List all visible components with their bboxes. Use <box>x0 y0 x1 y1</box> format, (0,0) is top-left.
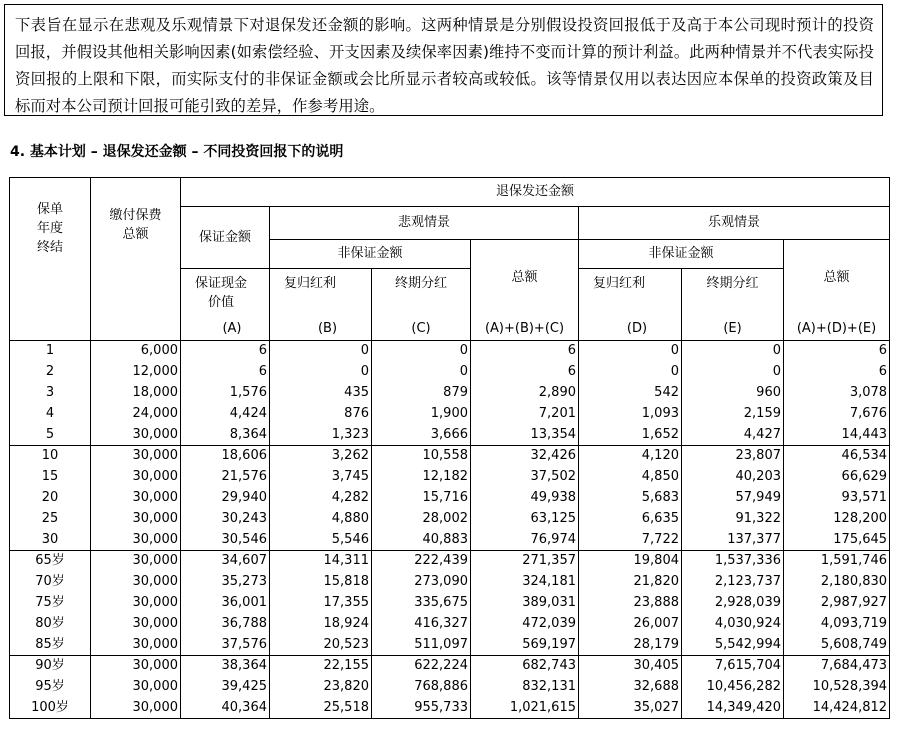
cell-guaranteed-cash-value: 35,273 <box>181 572 270 593</box>
cell-reversionary-bonus-pessimistic: 25,518 <box>270 698 372 719</box>
cell-reversionary-bonus-pessimistic: 4,880 <box>270 509 372 530</box>
cell-reversionary-bonus-pessimistic: 0 <box>270 341 372 362</box>
table-row <box>10 530 890 551</box>
cell-total-premium: 24,000 <box>91 404 181 425</box>
cell-reversionary-bonus-pessimistic: 1,323 <box>270 425 372 446</box>
cell-total-optimistic: 1,591,746 <box>784 551 890 572</box>
cell-total-optimistic: 2,180,830 <box>784 572 890 593</box>
cell-guaranteed-cash-value: 37,576 <box>181 635 270 656</box>
cell-total-optimistic: 4,093,719 <box>784 614 890 635</box>
cell-total-optimistic: 46,534 <box>784 446 890 467</box>
cell-terminal-dividend-pessimistic: 335,675 <box>372 593 471 614</box>
header-reversionary-bonus-optimistic: 复归红利 (D) <box>579 269 682 341</box>
header-policy-year: 保单 年度 终结 <box>10 178 91 341</box>
cell-total-premium: 30,000 <box>91 551 181 572</box>
intro-disclaimer-box <box>4 4 883 116</box>
table-row <box>10 488 890 509</box>
cell-total-premium: 30,000 <box>91 614 181 635</box>
cell-terminal-dividend-optimistic: 960 <box>682 383 784 404</box>
table-row <box>10 467 890 488</box>
cell-policy-year: 75岁 <box>10 593 91 614</box>
header-terminal-dividend-pessimistic: 终期分红 (C) <box>372 269 471 341</box>
cell-total-pessimistic: 324,181 <box>471 572 579 593</box>
cell-reversionary-bonus-pessimistic: 15,818 <box>270 572 372 593</box>
cell-total-premium: 30,000 <box>91 425 181 446</box>
cell-terminal-dividend-optimistic: 2,123,737 <box>682 572 784 593</box>
cell-reversionary-bonus-optimistic: 7,722 <box>579 530 682 551</box>
header-terminal-dividend-optimistic: 终期分红 (E) <box>682 269 784 341</box>
header-non-guaranteed-optimistic: 非保证金额 <box>579 240 784 269</box>
cell-total-pessimistic: 271,357 <box>471 551 579 572</box>
table-body <box>10 341 890 719</box>
cell-reversionary-bonus-optimistic: 35,027 <box>579 698 682 719</box>
table-row <box>10 425 890 446</box>
cell-terminal-dividend-pessimistic: 622,224 <box>372 656 471 677</box>
cell-total-premium: 30,000 <box>91 593 181 614</box>
cell-total-premium: 30,000 <box>91 530 181 551</box>
cell-terminal-dividend-optimistic: 14,349,420 <box>682 698 784 719</box>
cell-total-pessimistic: 32,426 <box>471 446 579 467</box>
table-row <box>10 362 890 383</box>
cell-terminal-dividend-optimistic: 0 <box>682 341 784 362</box>
cell-terminal-dividend-pessimistic: 768,886 <box>372 677 471 698</box>
cell-terminal-dividend-optimistic: 91,322 <box>682 509 784 530</box>
cell-terminal-dividend-pessimistic: 15,716 <box>372 488 471 509</box>
cell-total-optimistic: 7,676 <box>784 404 890 425</box>
cell-total-pessimistic: 2,890 <box>471 383 579 404</box>
cell-total-pessimistic: 1,021,615 <box>471 698 579 719</box>
cell-total-pessimistic: 63,125 <box>471 509 579 530</box>
cell-terminal-dividend-optimistic: 40,203 <box>682 467 784 488</box>
cell-total-premium: 30,000 <box>91 635 181 656</box>
cell-guaranteed-cash-value: 6 <box>181 341 270 362</box>
cell-total-optimistic: 66,629 <box>784 467 890 488</box>
cell-policy-year: 20 <box>10 488 91 509</box>
table-row <box>10 698 890 719</box>
cell-reversionary-bonus-pessimistic: 23,820 <box>270 677 372 698</box>
cell-reversionary-bonus-pessimistic: 435 <box>270 383 372 404</box>
cell-total-premium: 30,000 <box>91 488 181 509</box>
cell-terminal-dividend-pessimistic: 0 <box>372 362 471 383</box>
cell-total-pessimistic: 49,938 <box>471 488 579 509</box>
cell-reversionary-bonus-pessimistic: 3,262 <box>270 446 372 467</box>
cell-reversionary-bonus-optimistic: 30,405 <box>579 656 682 677</box>
cell-policy-year: 95岁 <box>10 677 91 698</box>
cell-reversionary-bonus-optimistic: 32,688 <box>579 677 682 698</box>
cell-reversionary-bonus-optimistic: 4,850 <box>579 467 682 488</box>
table-row <box>10 446 890 467</box>
cell-terminal-dividend-pessimistic: 222,439 <box>372 551 471 572</box>
table-row <box>10 383 890 404</box>
cell-reversionary-bonus-pessimistic: 5,546 <box>270 530 372 551</box>
cell-total-pessimistic: 37,502 <box>471 467 579 488</box>
cell-guaranteed-cash-value: 6 <box>181 362 270 383</box>
cell-policy-year: 100岁 <box>10 698 91 719</box>
cell-policy-year: 25 <box>10 509 91 530</box>
cell-total-optimistic: 175,645 <box>784 530 890 551</box>
cell-total-premium: 30,000 <box>91 467 181 488</box>
cell-terminal-dividend-pessimistic: 511,097 <box>372 635 471 656</box>
cell-total-optimistic: 2,987,927 <box>784 593 890 614</box>
cell-reversionary-bonus-optimistic: 19,804 <box>579 551 682 572</box>
cell-total-pessimistic: 6 <box>471 341 579 362</box>
cell-terminal-dividend-optimistic: 1,537,336 <box>682 551 784 572</box>
cell-terminal-dividend-pessimistic: 10,558 <box>372 446 471 467</box>
cell-reversionary-bonus-optimistic: 23,888 <box>579 593 682 614</box>
table-row <box>10 635 890 656</box>
table-row <box>10 656 890 677</box>
cell-guaranteed-cash-value: 36,788 <box>181 614 270 635</box>
cell-guaranteed-cash-value: 34,607 <box>181 551 270 572</box>
cell-policy-year: 70岁 <box>10 572 91 593</box>
table-row <box>10 593 890 614</box>
cell-total-pessimistic: 389,031 <box>471 593 579 614</box>
table-row <box>10 404 890 425</box>
cell-guaranteed-cash-value: 8,364 <box>181 425 270 446</box>
header-reversionary-bonus-pessimistic: 复归红利 (B) <box>270 269 372 341</box>
cell-terminal-dividend-optimistic: 7,615,704 <box>682 656 784 677</box>
cell-total-pessimistic: 76,974 <box>471 530 579 551</box>
section-title: 4. 基本计划 – 退保发还金额 – 不同投资回报下的说明 <box>10 144 344 160</box>
cell-reversionary-bonus-pessimistic: 18,924 <box>270 614 372 635</box>
header-total-pessimistic: 总额 (A)+(B)+(C) <box>471 240 579 341</box>
cell-terminal-dividend-pessimistic: 0 <box>372 341 471 362</box>
cell-reversionary-bonus-optimistic: 1,093 <box>579 404 682 425</box>
cell-policy-year: 2 <box>10 362 91 383</box>
cell-policy-year: 15 <box>10 467 91 488</box>
cell-terminal-dividend-optimistic: 23,807 <box>682 446 784 467</box>
cell-terminal-dividend-optimistic: 10,456,282 <box>682 677 784 698</box>
table-row <box>10 677 890 698</box>
header-guaranteed-amount: 保证金额 <box>181 207 270 269</box>
table-row <box>10 509 890 530</box>
cell-policy-year: 65岁 <box>10 551 91 572</box>
cell-total-optimistic: 7,684,473 <box>784 656 890 677</box>
cell-guaranteed-cash-value: 1,576 <box>181 383 270 404</box>
cell-policy-year: 85岁 <box>10 635 91 656</box>
cell-guaranteed-cash-value: 4,424 <box>181 404 270 425</box>
cell-reversionary-bonus-optimistic: 6,635 <box>579 509 682 530</box>
cell-total-optimistic: 14,424,812 <box>784 698 890 719</box>
cell-terminal-dividend-optimistic: 4,427 <box>682 425 784 446</box>
cell-terminal-dividend-optimistic: 4,030,924 <box>682 614 784 635</box>
cell-guaranteed-cash-value: 30,243 <box>181 509 270 530</box>
cell-reversionary-bonus-optimistic: 0 <box>579 341 682 362</box>
cell-total-optimistic: 128,200 <box>784 509 890 530</box>
cell-total-premium: 30,000 <box>91 509 181 530</box>
cell-reversionary-bonus-pessimistic: 3,745 <box>270 467 372 488</box>
cell-total-pessimistic: 6 <box>471 362 579 383</box>
cell-total-premium: 30,000 <box>91 677 181 698</box>
cell-reversionary-bonus-pessimistic: 4,282 <box>270 488 372 509</box>
cell-terminal-dividend-pessimistic: 12,182 <box>372 467 471 488</box>
cell-total-premium: 6,000 <box>91 341 181 362</box>
header-surrender-value: 退保发还金额 <box>181 178 890 207</box>
cell-guaranteed-cash-value: 40,364 <box>181 698 270 719</box>
table-row <box>10 614 890 635</box>
cell-policy-year: 90岁 <box>10 656 91 677</box>
cell-reversionary-bonus-pessimistic: 20,523 <box>270 635 372 656</box>
cell-reversionary-bonus-optimistic: 4,120 <box>579 446 682 467</box>
cell-terminal-dividend-optimistic: 2,159 <box>682 404 784 425</box>
header-non-guaranteed-pessimistic: 非保证金额 <box>270 240 471 269</box>
cell-terminal-dividend-optimistic: 137,377 <box>682 530 784 551</box>
cell-total-optimistic: 6 <box>784 341 890 362</box>
cell-policy-year: 5 <box>10 425 91 446</box>
cell-terminal-dividend-optimistic: 2,928,039 <box>682 593 784 614</box>
cell-terminal-dividend-pessimistic: 1,900 <box>372 404 471 425</box>
cell-total-premium: 12,000 <box>91 362 181 383</box>
cell-policy-year: 80岁 <box>10 614 91 635</box>
cell-reversionary-bonus-optimistic: 0 <box>579 362 682 383</box>
cell-total-optimistic: 93,571 <box>784 488 890 509</box>
cell-total-optimistic: 6 <box>784 362 890 383</box>
cell-guaranteed-cash-value: 39,425 <box>181 677 270 698</box>
cell-reversionary-bonus-optimistic: 21,820 <box>579 572 682 593</box>
cell-reversionary-bonus-optimistic: 28,179 <box>579 635 682 656</box>
header-pessimistic-scenario: 悲观情景 <box>270 207 579 240</box>
cell-policy-year: 1 <box>10 341 91 362</box>
cell-terminal-dividend-pessimistic: 273,090 <box>372 572 471 593</box>
cell-total-optimistic: 5,608,749 <box>784 635 890 656</box>
cell-total-premium: 18,000 <box>91 383 181 404</box>
cell-reversionary-bonus-pessimistic: 17,355 <box>270 593 372 614</box>
cell-terminal-dividend-optimistic: 5,542,994 <box>682 635 784 656</box>
cell-reversionary-bonus-optimistic: 5,683 <box>579 488 682 509</box>
cell-guaranteed-cash-value: 30,546 <box>181 530 270 551</box>
cell-policy-year: 4 <box>10 404 91 425</box>
cell-terminal-dividend-optimistic: 0 <box>682 362 784 383</box>
cell-guaranteed-cash-value: 36,001 <box>181 593 270 614</box>
cell-terminal-dividend-pessimistic: 955,733 <box>372 698 471 719</box>
cell-terminal-dividend-optimistic: 57,949 <box>682 488 784 509</box>
header-total-premium: 缴付保费 总额 <box>91 178 181 341</box>
cell-total-pessimistic: 569,197 <box>471 635 579 656</box>
intro-text: 下表旨在显示在悲观及乐观情景下对退保发还金额的影响。这两种情景是分别假设投资回报低于及高于本公司现时预计的投资回报，并假设其他相关影响因素(如索偿经验、开支因素及续保率因素)维持不变而计算的预计利益。此两种情景并不代表实际投资回报的上限和下限，而实际支付的非保证金额或会比所显示者较高或较低。该等情景仅用以表达因应本保单的投资政策及目标而对本公司预计回报可能引致的差异，作参考用途。 <box>15 16 874 115</box>
cell-total-optimistic: 10,528,394 <box>784 677 890 698</box>
cell-reversionary-bonus-pessimistic: 0 <box>270 362 372 383</box>
cell-guaranteed-cash-value: 21,576 <box>181 467 270 488</box>
cell-total-pessimistic: 682,743 <box>471 656 579 677</box>
cell-guaranteed-cash-value: 18,606 <box>181 446 270 467</box>
cell-policy-year: 3 <box>10 383 91 404</box>
table-row <box>10 551 890 572</box>
header-optimistic-scenario: 乐观情景 <box>579 207 890 240</box>
cell-total-pessimistic: 832,131 <box>471 677 579 698</box>
cell-total-premium: 30,000 <box>91 698 181 719</box>
cell-total-premium: 30,000 <box>91 446 181 467</box>
cell-reversionary-bonus-pessimistic: 22,155 <box>270 656 372 677</box>
cell-total-pessimistic: 472,039 <box>471 614 579 635</box>
cell-total-premium: 30,000 <box>91 572 181 593</box>
cell-terminal-dividend-pessimistic: 416,327 <box>372 614 471 635</box>
cell-terminal-dividend-pessimistic: 879 <box>372 383 471 404</box>
cell-terminal-dividend-pessimistic: 28,002 <box>372 509 471 530</box>
cell-policy-year: 30 <box>10 530 91 551</box>
table-row <box>10 341 890 362</box>
cell-total-premium: 30,000 <box>91 656 181 677</box>
cell-policy-year: 10 <box>10 446 91 467</box>
header-total-optimistic: 总额 (A)+(D)+(E) <box>784 240 890 341</box>
cell-guaranteed-cash-value: 29,940 <box>181 488 270 509</box>
table-row <box>10 572 890 593</box>
cell-terminal-dividend-pessimistic: 3,666 <box>372 425 471 446</box>
cell-reversionary-bonus-optimistic: 1,652 <box>579 425 682 446</box>
cell-total-optimistic: 14,443 <box>784 425 890 446</box>
cell-total-pessimistic: 13,354 <box>471 425 579 446</box>
cell-total-pessimistic: 7,201 <box>471 404 579 425</box>
surrender-value-table <box>9 177 890 719</box>
cell-reversionary-bonus-pessimistic: 14,311 <box>270 551 372 572</box>
cell-reversionary-bonus-pessimistic: 876 <box>270 404 372 425</box>
cell-guaranteed-cash-value: 38,364 <box>181 656 270 677</box>
header-guaranteed-cash-value: 保证现金 价值 (A) <box>181 269 270 341</box>
cell-reversionary-bonus-optimistic: 542 <box>579 383 682 404</box>
cell-total-optimistic: 3,078 <box>784 383 890 404</box>
cell-reversionary-bonus-optimistic: 26,007 <box>579 614 682 635</box>
cell-terminal-dividend-pessimistic: 40,883 <box>372 530 471 551</box>
